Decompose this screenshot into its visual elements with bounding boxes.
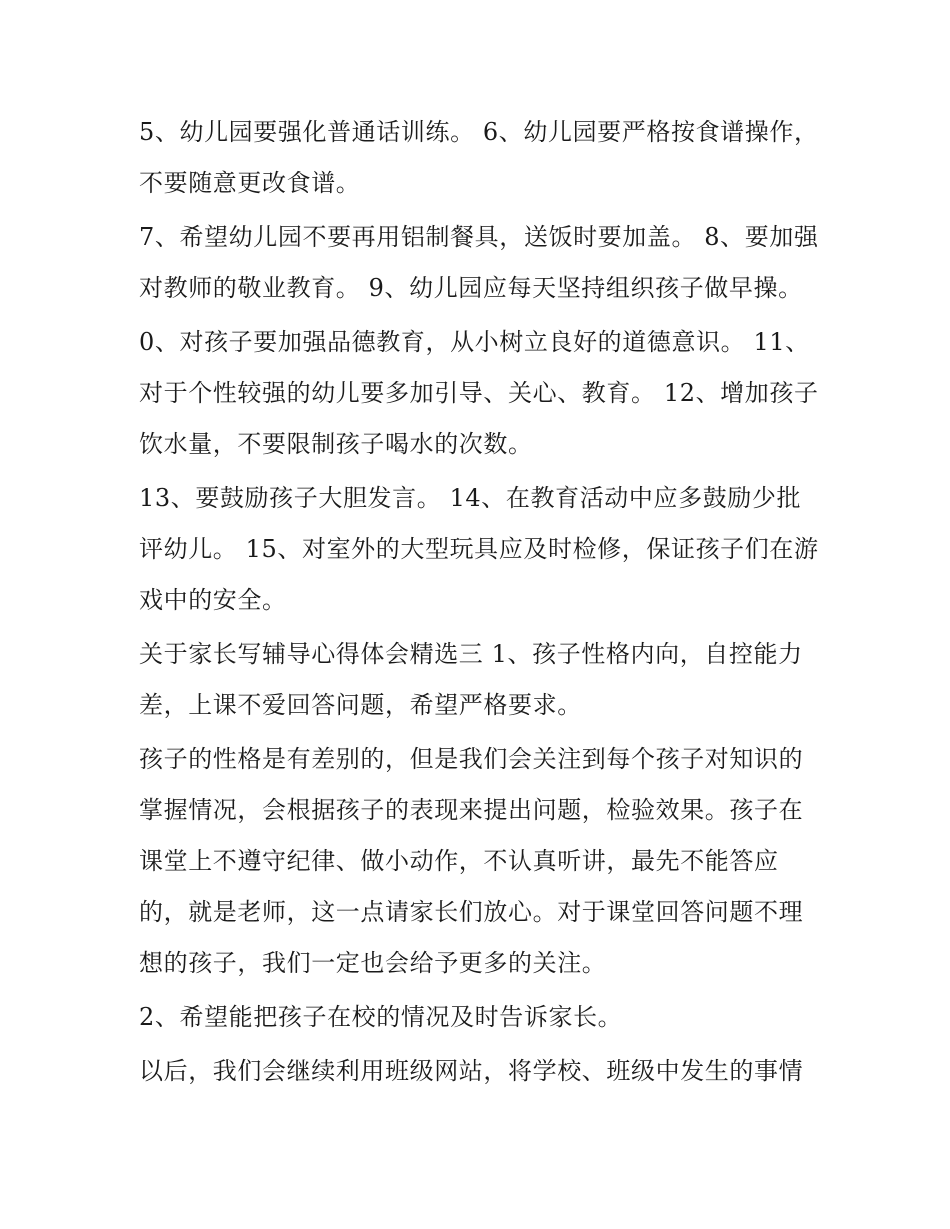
paragraph-items-5-6: 5、幼儿园要强化普通话训练。 6、幼儿园要严格按食谱操作，不要随意更改食谱。 [139, 118, 819, 197]
paragraph-response-1: 孩子的性格是有差别的，但是我们会关注到每个孩子对知识的掌握情况，会根据孩子的表现来提出问题，检验效果。孩子在课堂上不遵守纪律、做小动作，不认真听讲，最先不能答应的，就是老师，这一点请家长们放心。对于课堂回答问题不理想的孩子，我们一定也会给予更多的关注。 [139, 745, 804, 977]
paragraph-items-7-9: 7、希望幼儿园不要再用铝制餐具，送饭时要加盖。 8、要加强对教师的敬业教育。 9、幼儿园应每天坚持组织孩子做早操。 [139, 223, 819, 302]
paragraph-items-10-12: 0、对孩子要加强品德教育，从小树立良好的道德意识。 11、对于个性较强的幼儿要多加引导、关心、教育。 12、增加孩子饮水量，不要限制孩子喝水的次数。 [139, 328, 819, 458]
paragraph-item-2: 2、希望能把孩子在校的情况及时告诉家长。 [139, 1003, 623, 1031]
paragraph-section-three-item-1: 关于家长写辅导心得体会精选三 1、孩子性格内向，自控能力差，上课不爱回答问题，希望严格要求。 [139, 640, 803, 719]
document-body [139, 107, 819, 1100]
paragraph-items-13-15: 13、要鼓励孩子大胆发言。 14、在教育活动中应多鼓励少批评幼儿。 15、对室外的大型玩具应及时检修，保证孩子们在游戏中的安全。 [139, 484, 819, 614]
paragraph-response-2: 以后，我们会继续利用班级网站，将学校、班级中发生的事情 [139, 1057, 804, 1085]
